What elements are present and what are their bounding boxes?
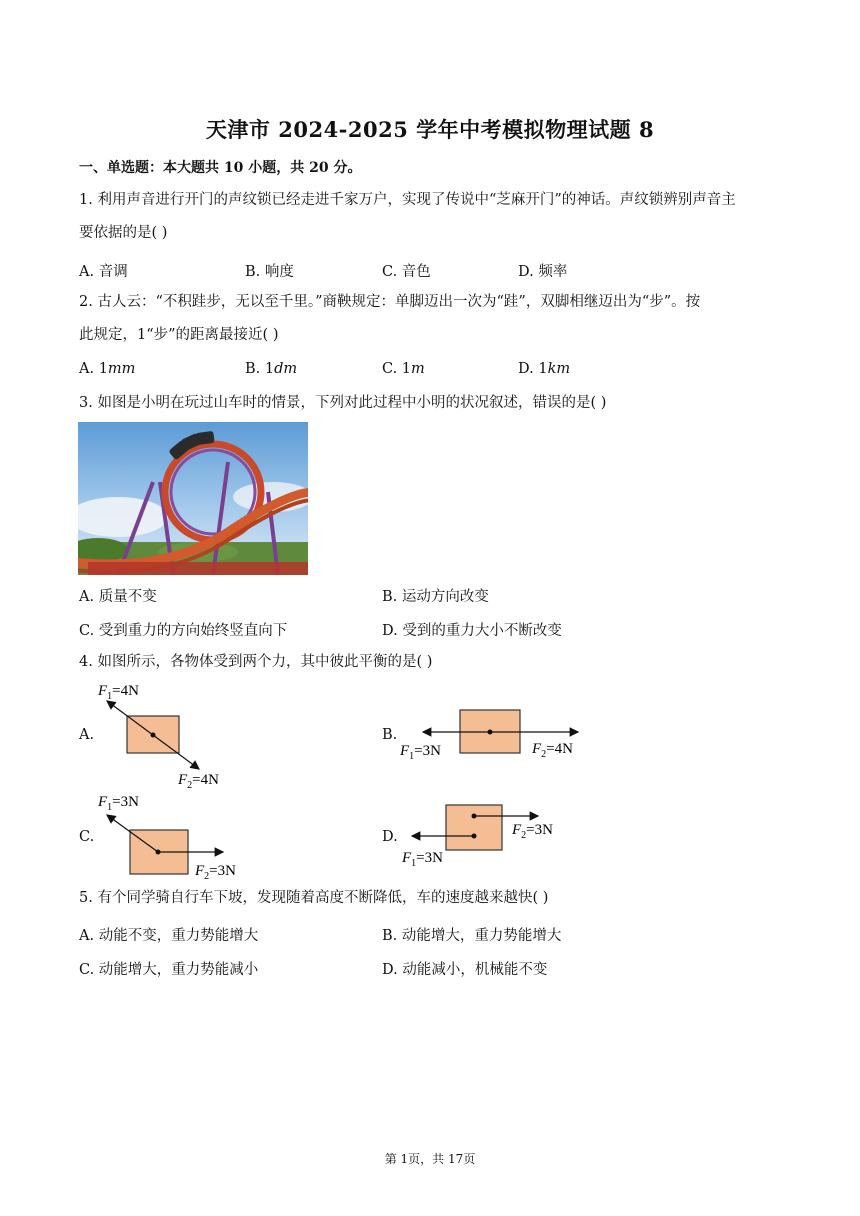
force-diagram-d [400, 798, 575, 870]
force-1-label: $F_1=3N$ [98, 794, 139, 813]
q4-option-c-letter[interactable]: C. [79, 829, 95, 845]
force-1-label: $F_1=3N$ [402, 850, 443, 869]
question-1-line-1: 1. 利用声音进行开门的声纹锁已经走进千家万户，实现了传说中“芝麻开门”的神话。声纹锁辨别声音主 [79, 192, 736, 208]
q2-option-b[interactable]: B. 1dm [245, 361, 298, 377]
q5-option-a[interactable]: A. 动能不变，重力势能增大 [79, 928, 259, 944]
force-diagram-a [95, 680, 235, 790]
q3-option-c[interactable]: C. 受到重力的方向始终竖直向下 [79, 623, 288, 639]
q2-option-a[interactable]: A. 1mm [79, 361, 136, 377]
question-1-line-2: 要依据的是( ) [79, 225, 168, 241]
q3-option-a[interactable]: A. 质量不变 [79, 589, 157, 605]
force-2-label: $F_2=3N$ [512, 822, 553, 841]
page-title: 天津市 2024-2025 学年中考模拟物理试题 8 [205, 117, 655, 142]
question-2-line-1: 2. 古人云：“不积跬步，无以至千里。”商鞅规定：单脚迈出一次为“跬”，双脚相继迈出为“步”。按 [79, 294, 701, 310]
q5-option-c[interactable]: C. 动能增大，重力势能减小 [79, 962, 259, 978]
object-box [446, 805, 502, 850]
force-diagram-b [400, 700, 600, 765]
force-1-label: $F_1=3N$ [400, 743, 441, 762]
force-1-label: $F_1=4N$ [98, 683, 139, 702]
question-2 [79, 286, 779, 352]
q4-option-b-letter[interactable]: B. [382, 727, 398, 743]
q4-option-d-letter[interactable]: D. [382, 829, 398, 845]
q5-option-b[interactable]: B. 动能增大，重力势能增大 [382, 928, 562, 944]
section-heading: 一、单选题：本大题共 10 小题，共 20 分。 [79, 160, 362, 176]
force-2-label: $F_2=4N$ [532, 741, 573, 760]
question-1 [79, 184, 779, 250]
q3-option-d[interactable]: D. 受到的重力大小不断改变 [382, 623, 562, 639]
question-4: 4. 如图所示，各物体受到两个力，其中彼此平衡的是( ) [79, 654, 433, 670]
page-footer: 第 1页，共 17页 [384, 1152, 476, 1166]
q5-option-d[interactable]: D. 动能减小，机械能不变 [382, 962, 548, 978]
question-3: 3. 如图是小明在玩过山车时的情景，下列对此过程中小明的状况叙述，错误的是( ) [79, 395, 607, 411]
q1-option-a[interactable]: A. 音调 [79, 264, 128, 280]
q1-option-c[interactable]: C. 音色 [382, 264, 431, 280]
force-2-label: $F_2=3N$ [195, 863, 236, 882]
question-2-line-2: 此规定，1“步”的距离最接近( ) [79, 327, 279, 343]
force-diagram-c [95, 790, 255, 882]
q1-option-d[interactable]: D. 频率 [518, 264, 568, 280]
q2-option-d[interactable]: D. 1km [518, 361, 571, 377]
q3-option-b[interactable]: B. 运动方向改变 [382, 589, 489, 605]
q2-option-c[interactable]: C. 1m [382, 361, 425, 377]
force-2-label: $F_2=4N$ [178, 772, 219, 790]
question-5: 5. 有个同学骑自行车下坡，发现随着高度不断降低，车的速度越来越快( ) [79, 890, 549, 906]
q4-option-a-letter[interactable]: A. [79, 727, 95, 743]
roller-coaster-photo [78, 422, 308, 575]
q1-option-b[interactable]: B. 响度 [245, 264, 294, 280]
